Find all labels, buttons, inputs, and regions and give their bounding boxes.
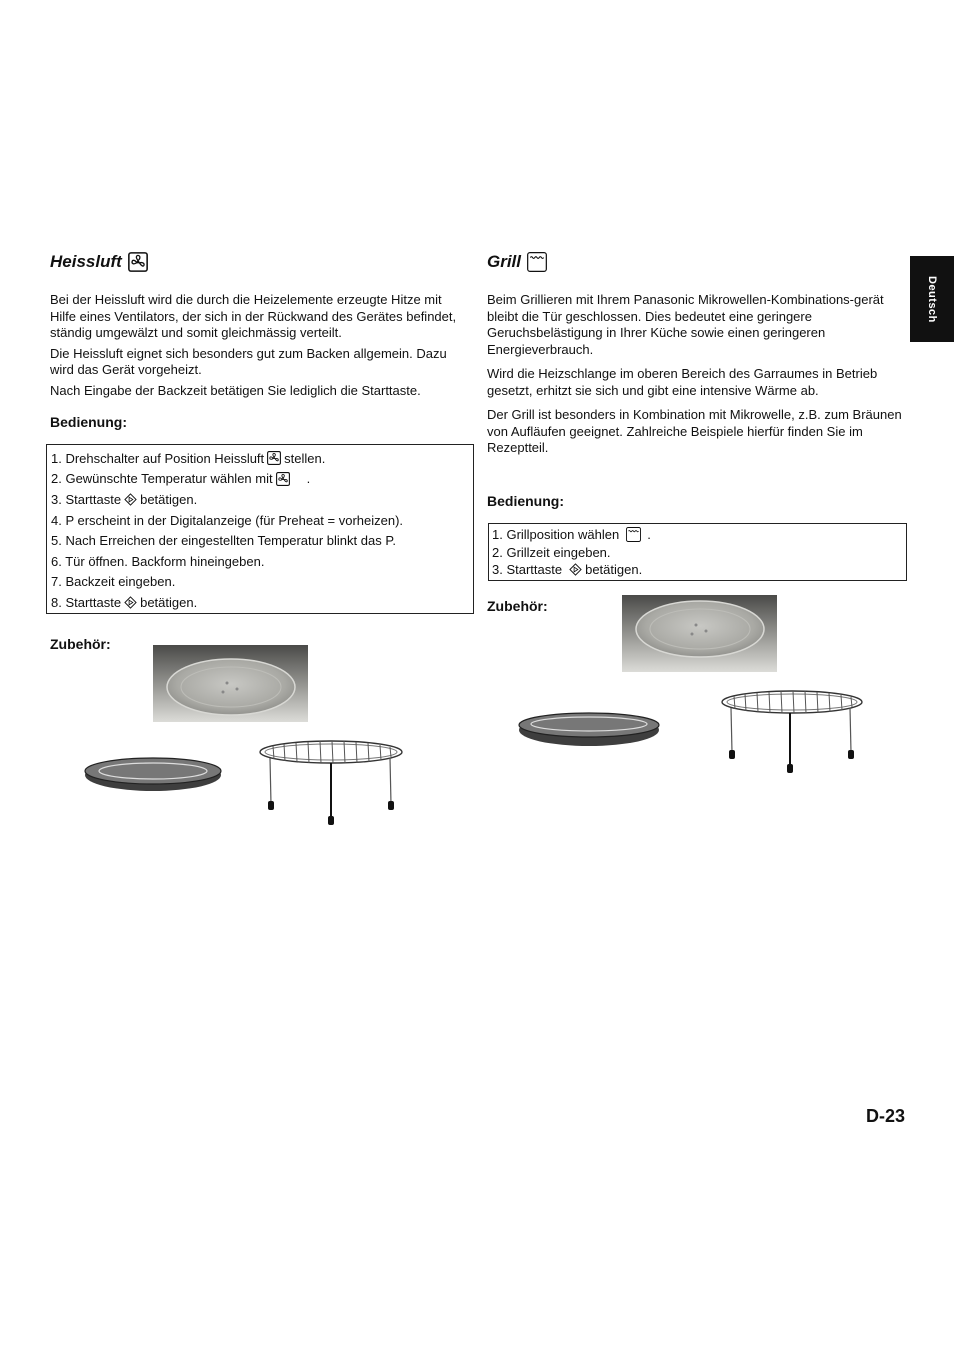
start-icon: [124, 596, 137, 609]
list-item: 6. Tür öffnen. Backform hineingeben.: [51, 553, 265, 569]
grill-intro: [487, 292, 907, 457]
baking-tray-illustration: [82, 755, 224, 799]
glass-turntable-photo: [622, 595, 777, 672]
heissluft-intro: [50, 292, 470, 399]
baking-tray-illustration: [517, 710, 662, 750]
wire-rack-illustration: [718, 688, 866, 780]
list-item: 3. Starttaste betätigen.: [51, 491, 198, 507]
list-item: 1. Drehschalter auf Position Heissluft stellen.: [51, 450, 326, 466]
start-icon: [124, 493, 137, 506]
glass-turntable-photo: [153, 645, 308, 722]
list-item: 1. Grillposition wählen .: [492, 527, 651, 543]
language-tab: [910, 256, 954, 342]
language-tab-label: Deutsch: [926, 275, 938, 323]
fan-icon: [267, 451, 281, 465]
grill-icon: [527, 252, 547, 272]
fan-icon: [276, 472, 290, 486]
list-item: 3. Starttaste betätigen.: [492, 562, 643, 578]
paragraph: Die Heissluft eignet sich besonders gut zum Backen allgemein. Dazu wird das Gerät vorgeheizt.: [50, 345, 447, 377]
list-item: 2. Gewünschte Temperatur wählen mit .: [51, 471, 311, 487]
paragraph: Bei der Heissluft wird die durch die Heizelemente erzeugte Hitze mit Hilfe eines Ventilators, der sich in der Rückwand des Gerätes befindet, ständig umgewälzt und somit gleichmässig verteilt.: [50, 292, 457, 340]
left-bedienung-label: Bedienung:: [50, 414, 127, 430]
left-zubehoer-label: Zubehör:: [50, 636, 111, 652]
paragraph: Der Grill ist besonders in Kombination mit Mikrowelle, z.B. zum Bräunen von Aufläufen geeignet. Zahlreiche Beispiele hierfür finden Sie im Rezeptteil.: [487, 407, 902, 455]
heissluft-title: Heissluft: [50, 252, 122, 271]
right-steps-box: [488, 523, 907, 581]
list-item: 4. P erscheint in der Digitalanzeige (für Preheat = vorheizen).: [51, 512, 404, 528]
list-item: 2. Grillzeit eingeben.: [492, 544, 611, 560]
paragraph: Wird die Heizschlange im oberen Bereich des Garraumes in Betrieb gesetzt, erhitzt sie sich und gibt eine intensive Wärme ab.: [487, 366, 878, 398]
paragraph: Nach Eingabe der Backzeit betätigen Sie lediglich die Starttaste.: [50, 382, 421, 398]
grill-title: Grill: [487, 252, 522, 271]
list-item: 7. Backzeit eingeben.: [51, 574, 176, 590]
heissluft-heading: [50, 252, 148, 272]
page-number: D-23: [866, 1106, 906, 1126]
left-steps-box: [46, 444, 474, 614]
right-zubehoer-label: Zubehör:: [487, 598, 548, 614]
wire-rack-illustration: [256, 738, 406, 830]
paragraph: Beim Grillieren mit Ihrem Panasonic Mikrowellen-Kombinations-gerät bleibt die Tür geschlossen. Dies bedeutet eine geringere Geruchsbelästigung in Ihrer Küche sowie einen geringeren Energieverbrauch.: [487, 292, 884, 357]
fan-icon: [128, 252, 148, 272]
right-bedienung-label: Bedienung:: [487, 493, 564, 509]
grill-heading: [487, 252, 547, 272]
list-item: 8. Starttaste betätigen.: [51, 594, 198, 610]
start-icon: [569, 563, 582, 576]
list-item: 5. Nach Erreichen der eingestellten Temperatur blinkt das P.: [51, 533, 396, 549]
grill-icon: [626, 527, 641, 542]
